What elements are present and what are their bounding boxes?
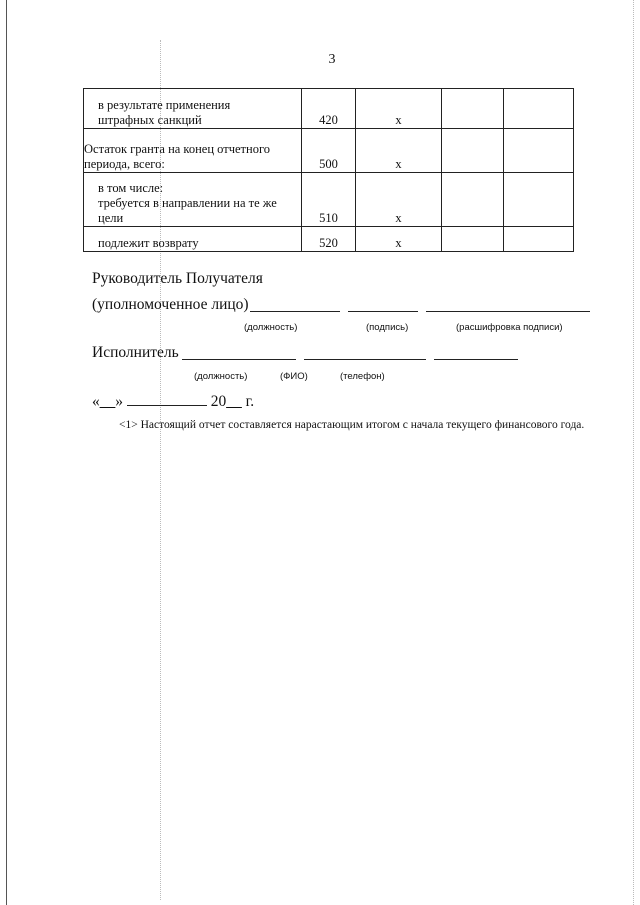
- row-label: Остаток гранта на конец отчетного периода, всего:: [84, 129, 302, 173]
- caption-executor-phone: (телефон): [340, 371, 385, 382]
- executor-name-line: [304, 359, 426, 360]
- row-code: 500: [302, 129, 356, 173]
- position-blank-line: [250, 311, 340, 312]
- footnote: [83, 418, 603, 433]
- executor-title: Исполнитель: [92, 344, 179, 361]
- executor-position-line: [182, 359, 296, 360]
- empty-cell: [442, 227, 504, 252]
- row-code: 510: [302, 173, 356, 227]
- caption-executor-name: (ФИО): [280, 371, 308, 382]
- page-number: 3: [328, 52, 336, 67]
- head-title: Руководитель Получателя: [92, 270, 263, 287]
- head-subtitle: (уполномоченное лицо): [92, 296, 249, 313]
- empty-cell: [504, 89, 574, 129]
- table-row: [84, 227, 574, 252]
- empty-cell: [442, 129, 504, 173]
- executor-phone-line: [434, 359, 518, 360]
- empty-cell: [442, 173, 504, 227]
- row-value: х: [356, 129, 442, 173]
- empty-cell: [504, 173, 574, 227]
- caption-signature: (подпись): [366, 322, 409, 333]
- footnote-marker: <1>: [119, 419, 138, 431]
- row-value: х: [356, 89, 442, 129]
- right-scan-line: [633, 0, 634, 905]
- row-label: в результате применения штрафных санкций: [84, 89, 302, 129]
- empty-cell: [442, 89, 504, 129]
- signature-blank-line: [348, 311, 418, 312]
- row-value: х: [356, 227, 442, 252]
- table-row: [84, 129, 574, 173]
- row-code: 420: [302, 89, 356, 129]
- row-code: 520: [302, 227, 356, 252]
- decoding-blank-line: [426, 311, 590, 312]
- row-label: подлежит возврату: [84, 227, 302, 252]
- table-row: [84, 89, 574, 129]
- caption-position: (должность): [244, 322, 298, 333]
- left-margin-line: [6, 0, 7, 905]
- report-table: [83, 88, 574, 252]
- footnote-text: Настоящий отчет составляется нарастающим итогом с начала текущего финансового года.: [140, 419, 585, 431]
- empty-cell: [504, 227, 574, 252]
- caption-executor-position: (должность): [194, 371, 248, 382]
- caption-decoding: (расшифровка подписи): [456, 322, 563, 333]
- row-value: х: [356, 173, 442, 227]
- empty-cell: [504, 129, 574, 173]
- row-label: в том числе: требуется в направлении на те же цели: [84, 173, 302, 227]
- date-line: «__» 20__ г.: [92, 393, 255, 410]
- table-row: [84, 173, 574, 227]
